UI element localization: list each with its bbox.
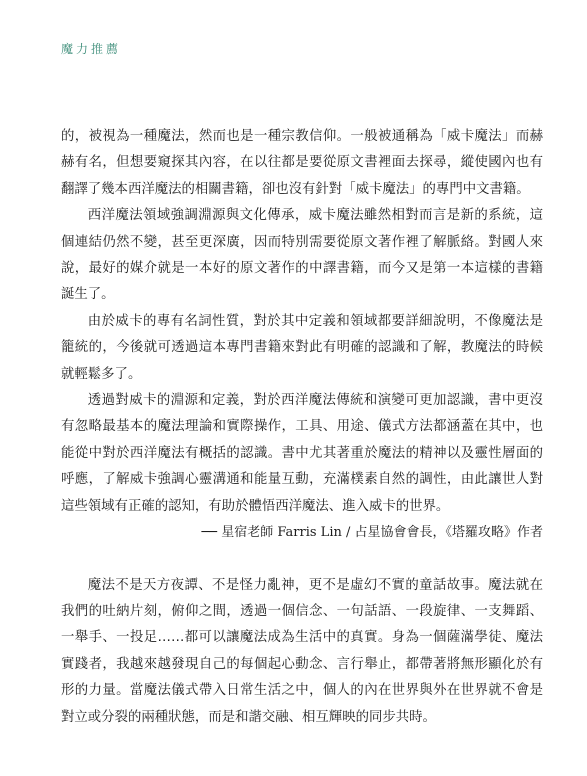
section-gap — [61, 547, 543, 573]
paragraph: 魔法不是天方夜譚、不是怪力亂神，更不是虛幻不實的童話故事。魔法就在我們的吐納片刻，俯仰之間，透過一個信念、一句話語、一段旋律、一支舞蹈、一舉手、一投足……都可以讓魔法成為生活中的真實。身為一個薩滿學徒、魔法實踐者，我越來越發現自己的每個起心動念、言行舉止，都帶著將無形顯化於有形的力量。當魔法儀式帶入日常生活之中，個人的內在世界與外在世界就不會是對立或分裂的兩種狀態，而是和諧交融、相互輝映的同步共時。 — [61, 577, 543, 725]
section-header: 魔力推薦 — [61, 42, 122, 56]
paragraph: 西洋魔法領域強調淵源與文化傳承，威卡魔法雖然相對而言是新的系統，這個連結仍然不變，甚至更深廣，因而特別需要從原文著作裡了解脈絡。對國人來說，最好的媒介就是一本好的原文著作的中譯書籍，而今又是第一本這樣的書籍誕生了。 — [61, 208, 543, 303]
attribution: ── 星宿老師 Farris Lin / 占星協會會長，《塔羅攻略》作者 — [201, 525, 543, 541]
main-text — [61, 124, 543, 731]
paragraph: 透過對威卡的淵源和定義，對於西洋魔法傳統和演變可更加認識，書中更沒有忽略最基本的魔法理論和實際操作，工具、用途、儀式方法都涵蓋在其中，也能從中對於西洋魔法有概括的認識。書中尤其著重於魔法的精神以及靈性層面的呼應，了解威卡強調心靈溝通和能量互動，充滿樸素自然的調性，由此讓世人對這些領域有正確的認知，有助於體悟西洋魔法、進入威卡的世界。 — [61, 393, 543, 514]
paragraph: 由於威卡的專有名詞性質，對於其中定義和領域都要詳細說明，不像魔法是籠統的，今後就可透過這本專門書籍來對此有明確的認識和了解，教魔法的時候就輕鬆多了。 — [61, 313, 543, 382]
paragraph: 的，被視為一種魔法，然而也是一種宗教信仰。一般被通稱為「威卡魔法」而赫赫有名，但想要窺探其內容，在以往都是要從原文書裡面去探尋，縱使國內也有翻譯了幾本西洋魔法的相關書籍，卻也沒有針對「威卡魔法」的專門中文書籍。 — [61, 129, 543, 197]
